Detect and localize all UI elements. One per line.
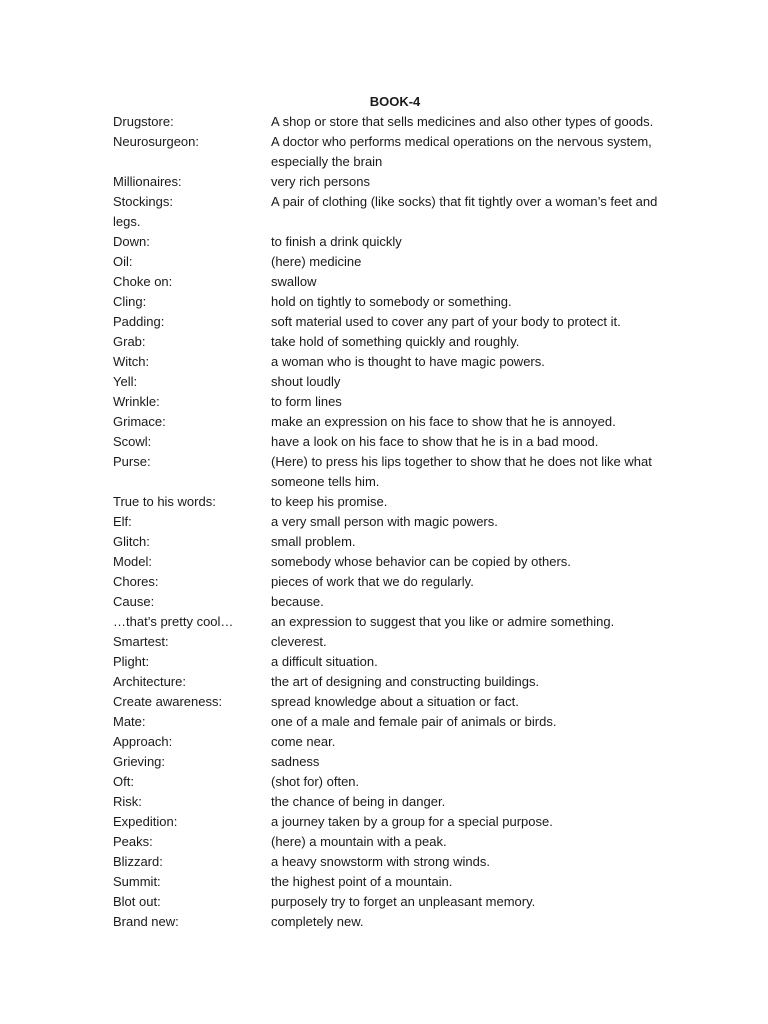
glossary-definition: soft material used to cover any part of your body to protect it.: [271, 314, 621, 329]
glossary-definition: because.: [271, 594, 324, 609]
glossary-entry: [113, 772, 673, 792]
glossary-entry: [113, 352, 673, 372]
glossary-term: Mate:: [113, 714, 146, 729]
glossary-entry: [113, 552, 673, 572]
glossary-entry: [113, 812, 673, 832]
glossary-term: Wrinkle:: [113, 394, 160, 409]
glossary-definition: pieces of work that we do regularly.: [271, 574, 474, 589]
glossary-definition: a very small person with magic powers.: [271, 514, 498, 529]
glossary-term: Brand new:: [113, 914, 179, 929]
glossary-entry: [113, 892, 673, 912]
glossary-term: Expedition:: [113, 814, 178, 829]
glossary-entry: [113, 592, 673, 612]
glossary-entry: [113, 392, 673, 412]
glossary-term: Summit:: [113, 874, 161, 889]
glossary-term: Oft:: [113, 774, 134, 789]
glossary-entry: [113, 672, 673, 692]
glossary-definition: make an expression on his face to show that he is annoyed.: [271, 414, 616, 429]
glossary-definition: (Here) to press his lips together to show that he does not like what someone tells him.: [271, 454, 652, 489]
glossary-entry: [113, 512, 673, 532]
glossary-term: Blot out:: [113, 894, 161, 909]
glossary-definition: have a look on his face to show that he is in a bad mood.: [271, 434, 599, 449]
glossary-entry: [113, 112, 673, 132]
glossary-entry: [113, 572, 673, 592]
glossary-term: Yell:: [113, 374, 138, 389]
glossary-entry: [113, 312, 673, 332]
glossary-term: Down:: [113, 234, 150, 249]
glossary-entry: [113, 412, 673, 432]
glossary-entry: [113, 332, 673, 352]
glossary-term: Approach:: [113, 734, 173, 749]
glossary-entry: [113, 612, 673, 632]
glossary-definition: hold on tightly to somebody or something.: [271, 294, 512, 309]
glossary-term: Glitch:: [113, 534, 150, 549]
glossary-definition: to finish a drink quickly: [271, 234, 402, 249]
glossary-list: [113, 112, 673, 932]
glossary-definition: somebody whose behavior can be copied by others.: [271, 554, 571, 569]
glossary-term: …that’s pretty cool…: [113, 614, 234, 629]
glossary-definition: A pair of clothing (like socks) that fit tightly over a woman’s feet and legs.: [113, 194, 658, 229]
glossary-term: Create awareness:: [113, 694, 223, 709]
glossary-entry: [113, 852, 673, 872]
glossary-entry: [113, 732, 673, 752]
glossary-definition: a heavy snowstorm with strong winds.: [271, 854, 490, 869]
glossary-definition: very rich persons: [271, 174, 370, 189]
glossary-term: Oil:: [113, 254, 133, 269]
glossary-term: Blizzard:: [113, 854, 163, 869]
glossary-term: True to his words:: [113, 494, 216, 509]
glossary-term: Risk:: [113, 794, 142, 809]
glossary-term: Grab:: [113, 334, 146, 349]
glossary-definition: swallow: [271, 274, 317, 289]
glossary-term: Elf:: [113, 514, 132, 529]
glossary-term: Cause:: [113, 594, 155, 609]
glossary-entry: [113, 652, 673, 672]
glossary-definition: small problem.: [271, 534, 356, 549]
glossary-definition: completely new.: [271, 914, 364, 929]
glossary-entry: [113, 712, 673, 732]
glossary-entry: [113, 232, 673, 252]
glossary-term: Plight:: [113, 654, 150, 669]
glossary-definition: (here) medicine: [271, 254, 362, 269]
glossary-entry: [113, 192, 673, 232]
glossary-term: Witch:: [113, 354, 150, 369]
glossary-definition: shout loudly: [271, 374, 341, 389]
glossary-term: Grieving:: [113, 754, 166, 769]
glossary-definition: (here) a mountain with a peak.: [271, 834, 447, 849]
glossary-term: Grimace:: [113, 414, 166, 429]
glossary-entry: [113, 292, 673, 312]
glossary-definition: a difficult situation.: [271, 654, 378, 669]
glossary-entry: [113, 532, 673, 552]
glossary-term: Padding:: [113, 314, 165, 329]
glossary-term: Smartest:: [113, 634, 169, 649]
glossary-term: Architecture:: [113, 674, 186, 689]
glossary-term: Cling:: [113, 294, 147, 309]
glossary-term: Millionaires:: [113, 174, 182, 189]
glossary-term: Purse:: [113, 454, 151, 469]
glossary-entry: [113, 912, 673, 932]
glossary-term: Model:: [113, 554, 153, 569]
glossary-term: Neurosurgeon:: [113, 134, 199, 149]
glossary-entry: [113, 172, 673, 192]
glossary-term: Scowl:: [113, 434, 152, 449]
glossary-definition: come near.: [271, 734, 336, 749]
glossary-definition: the chance of being in danger.: [271, 794, 446, 809]
glossary-definition: a journey taken by a group for a special purpose.: [271, 814, 553, 829]
glossary-term: Stockings:: [113, 194, 173, 209]
glossary-entry: [113, 252, 673, 272]
glossary-entry: [113, 752, 673, 772]
glossary-term: Peaks:: [113, 834, 153, 849]
glossary-definition: the art of designing and constructing buildings.: [271, 674, 540, 689]
glossary-definition: spread knowledge about a situation or fact.: [271, 694, 519, 709]
glossary-entry: [113, 632, 673, 652]
glossary-definition: to form lines: [271, 394, 342, 409]
glossary-definition: sadness: [271, 754, 320, 769]
glossary-entry: [113, 872, 673, 892]
glossary-definition: an expression to suggest that you like or admire something.: [271, 614, 615, 629]
glossary-definition: take hold of something quickly and roughly.: [271, 334, 520, 349]
glossary-entry: [113, 272, 673, 292]
glossary-definition: the highest point of a mountain.: [271, 874, 453, 889]
glossary-entry: [113, 452, 673, 492]
glossary-definition: A shop or store that sells medicines and also other types of goods.: [271, 114, 654, 129]
glossary-definition: a woman who is thought to have magic powers.: [271, 354, 545, 369]
glossary-term: Choke on:: [113, 274, 173, 289]
glossary-entry: [113, 832, 673, 852]
glossary-term: Chores:: [113, 574, 159, 589]
glossary-entry: [113, 132, 673, 172]
glossary-entry: [113, 792, 673, 812]
glossary-definition: cleverest.: [271, 634, 327, 649]
glossary-definition: A doctor who performs medical operations on the nervous system, especially the brain: [271, 134, 652, 169]
glossary-definition: purposely try to forget an unpleasant memory.: [271, 894, 536, 909]
glossary-term: Drugstore:: [113, 114, 174, 129]
glossary-entry: [113, 692, 673, 712]
glossary-definition: one of a male and female pair of animals or birds.: [271, 714, 557, 729]
glossary-entry: [113, 432, 673, 452]
document-title: BOOK-4: [369, 94, 421, 109]
glossary-definition: (shot for) often.: [271, 774, 360, 789]
glossary-entry: [113, 372, 673, 392]
glossary-entry: [113, 492, 673, 512]
glossary-definition: to keep his promise.: [271, 494, 388, 509]
